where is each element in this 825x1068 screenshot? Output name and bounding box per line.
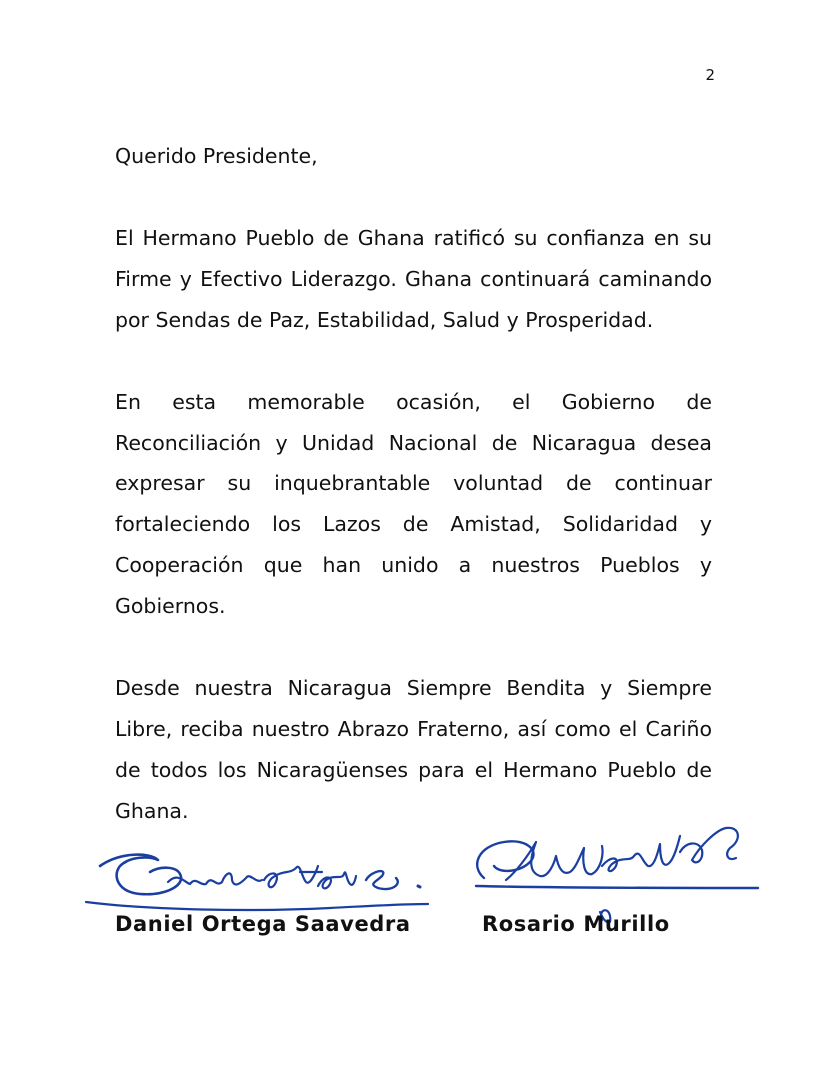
- paragraph-2: En esta memorable ocasión, el Gobierno de Reconciliación y Unidad Nacional de Nicaragua desea expresar su inquebrantable voluntad de continuar fortaleciendo los Lazos de Amistad, Solidaridad y Cooperación que han unido a nuestros Pueblos y Gobiernos.: [115, 389, 712, 619]
- signature-rosario-murillo: [476, 828, 758, 923]
- paragraph-1: El Hermano Pueblo de Ghana ratificó su confianza en su Firme y Efectivo Liderazgo. Ghana continuará caminando por Sendas de Paz, Estabilidad, Salud y Prosperidad.: [115, 225, 712, 332]
- signatory-name-rosario-murillo: Rosario Murillo: [482, 912, 670, 936]
- signature-daniel-ortega: [86, 855, 428, 910]
- salutation: Querido Presidente,: [115, 144, 318, 168]
- signatory-name-daniel-ortega: Daniel Ortega Saavedra: [115, 912, 411, 936]
- page-number: 2: [705, 66, 715, 84]
- paragraph-3: Desde nuestra Nicaragua Siempre Bendita y Siempre Libre, reciba nuestro Abrazo Fraterno, así como el Cariño de todos los Nicaragüenses para el Hermano Pueblo de Ghana.: [115, 676, 712, 823]
